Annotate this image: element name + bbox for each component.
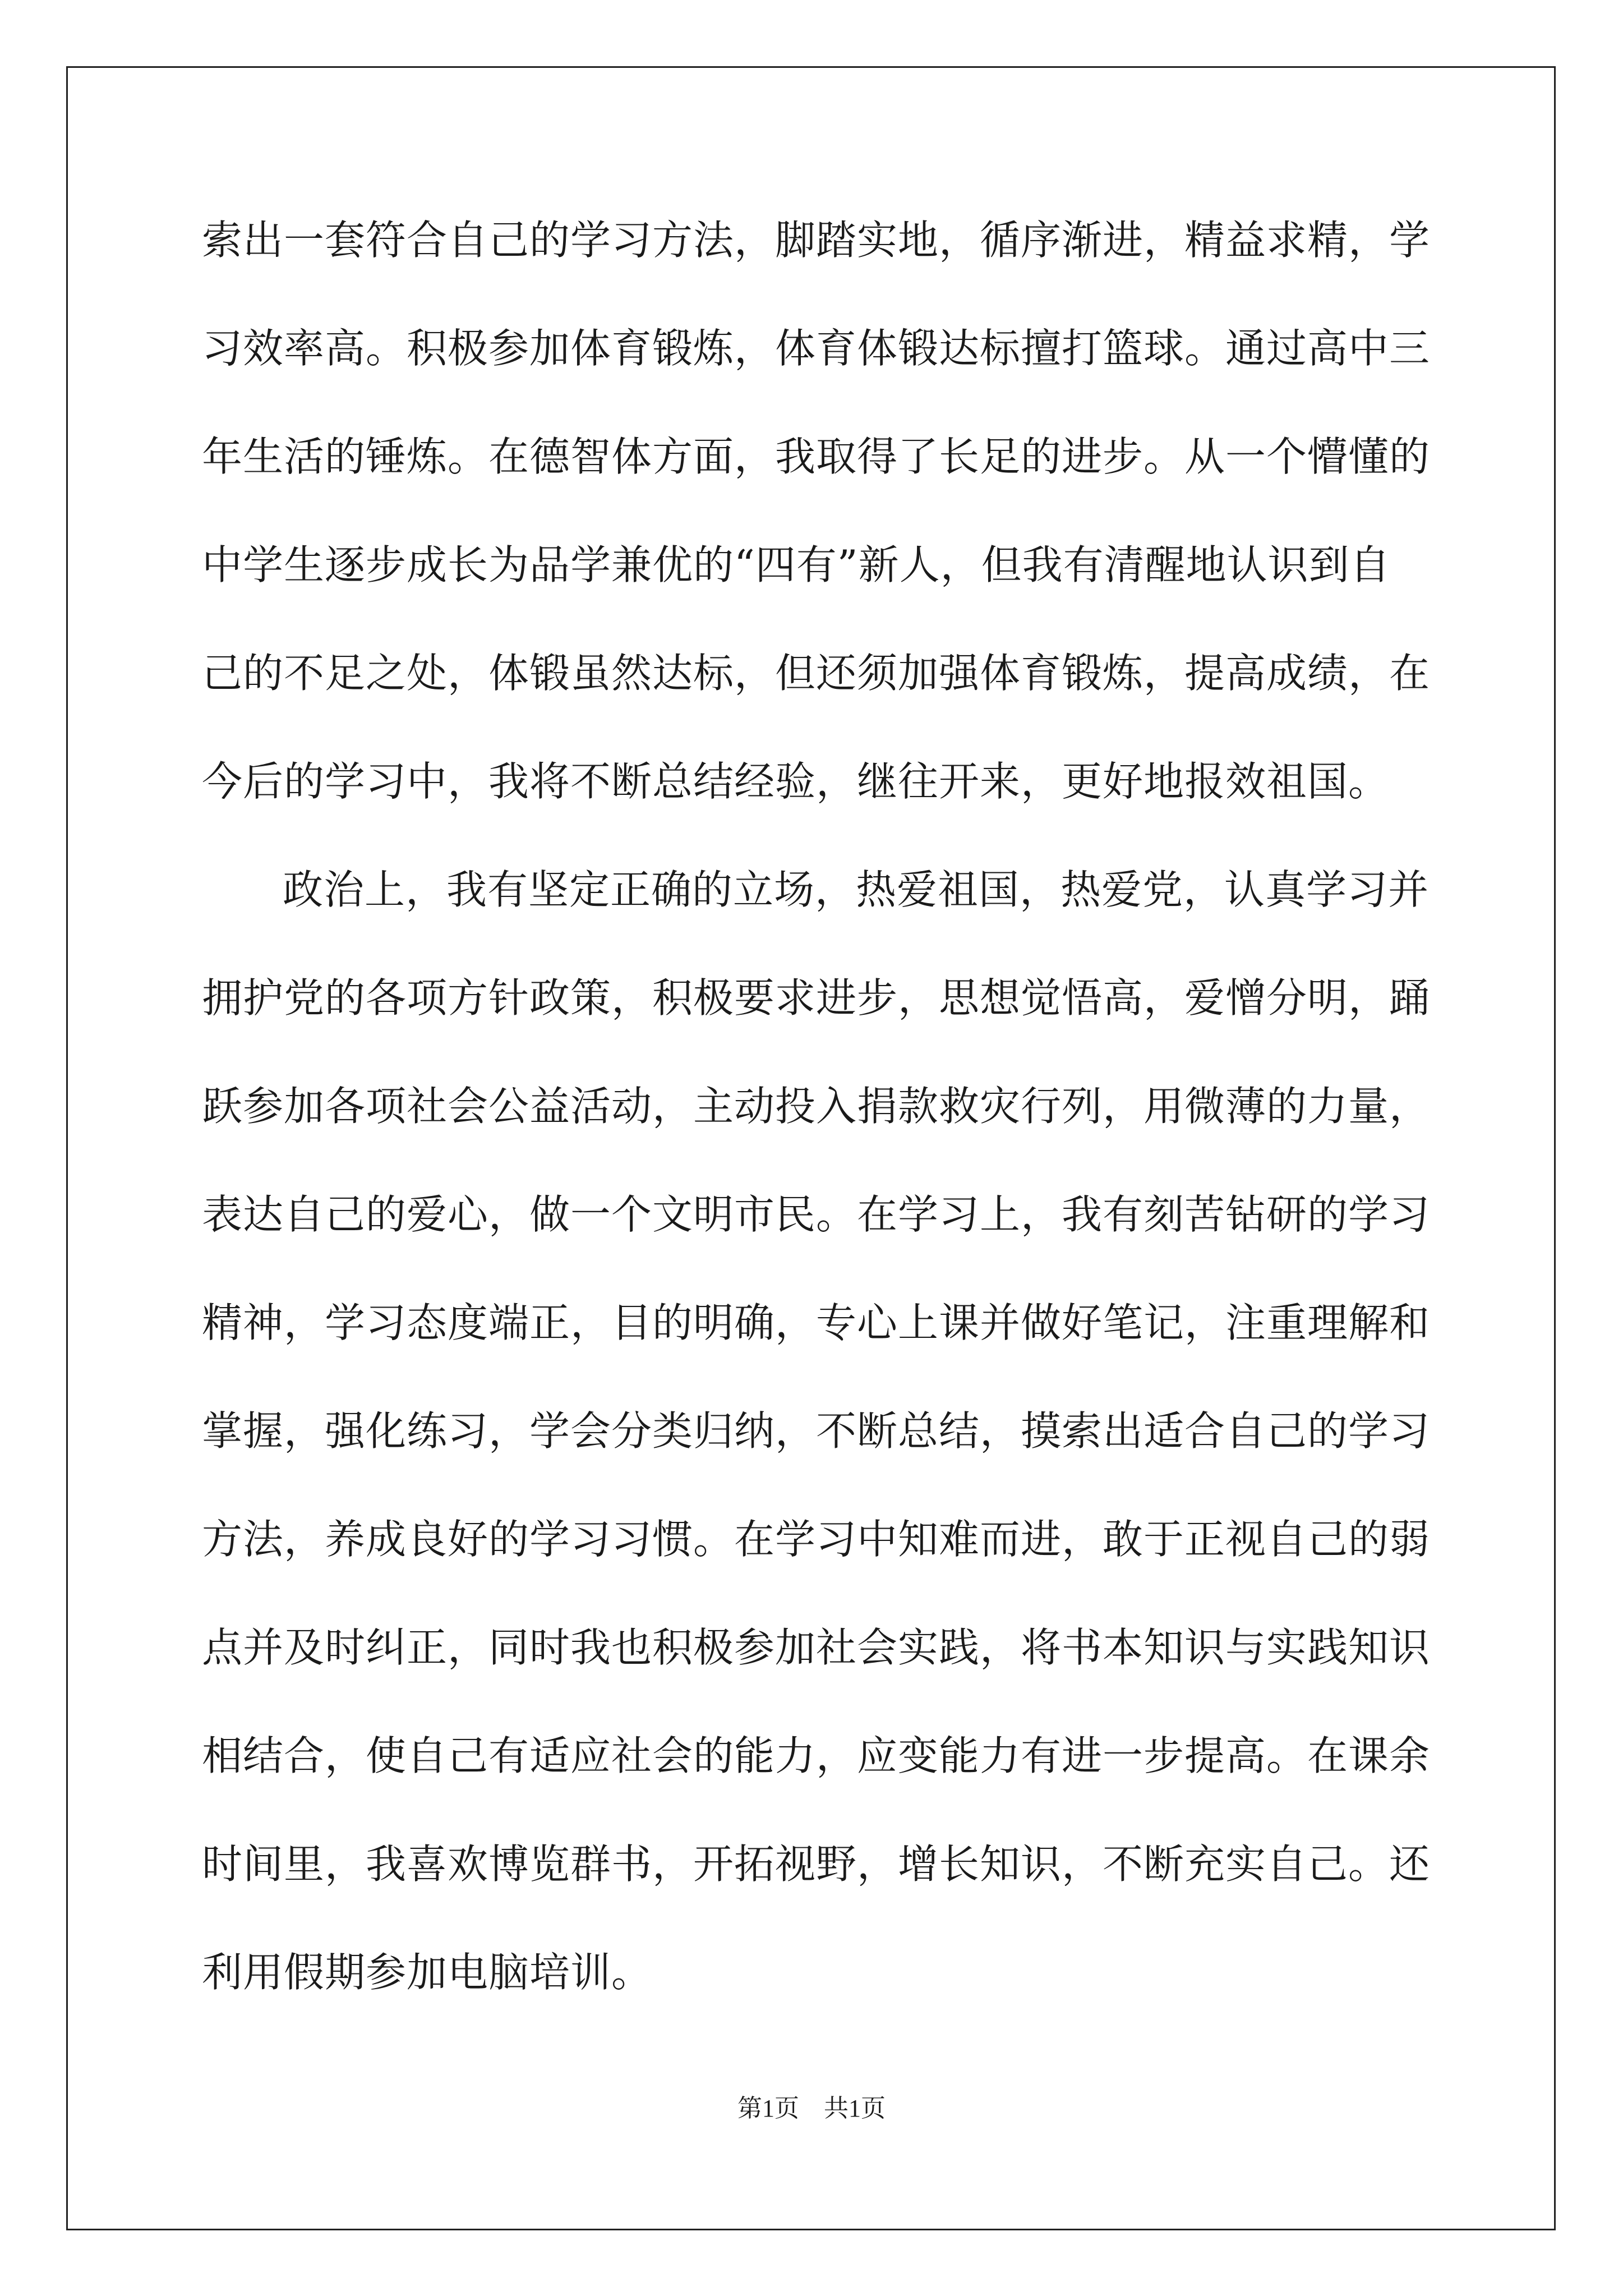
text-line: 方法，养成良好的学习习惯。在学习中知难而进，敢于正视自己的弱 [202,1516,1431,1563]
text-line: 利用假期参加电脑培训。 [202,1949,653,1996]
text-line: 表达自己的爱心，做一个文明市民。在学习上，我有刻苦钻研的学习 [202,1191,1431,1238]
text-line: 精神，学习态度端正，目的明确，专心上课并做好笔记，注重理解和 [202,1299,1431,1346]
text-line: 相结合，使自己有适应社会的能力，应变能力有进一步提高。在课余 [202,1732,1431,1779]
page-number-footer: 第1页 共1页 [737,2095,886,2122]
text-line: 拥护党的各项方针政策，积极要求进步，思想觉悟高，爱憎分明，踊 [202,974,1431,1022]
text-line: 年生活的锤炼。在德智体方面，我取得了长足的进步。从一个懵懂的 [202,433,1431,480]
text-line: 跃参加各项社会公益活动，主动投入捐款救灾行列，用微薄的力量， [202,1083,1431,1130]
text-line: 索出一套符合自己的学习方法，脚踏实地，循序渐进，精益求精，学 [202,217,1431,264]
text-line: 习效率高。积极参加体育锻炼，体育体锻达标擅打篮球。通过高中三 [202,325,1431,372]
text-line: 中学生逐步成长为品学兼优的“四有”新人，但我有清醒地认识到自 [202,541,1391,588]
paragraph-first-line: 政治上，我有坚定正确的立场，热爱祖国，热爱党，认真学习并 [283,866,1430,913]
text-line: 今后的学习中，我将不断总结经验，继往开来，更好地报效祖国。 [202,758,1390,805]
text-line: 己的不足之处，体锻虽然达标，但还须加强体育锻炼，提高成绩，在 [202,650,1431,697]
text-line: 掌握，强化练习，学会分类归纳，不断总结，摸索出适合自己的学习 [202,1407,1431,1455]
text-line: 点并及时纠正，同时我也积极参加社会实践，将书本知识与实践知识 [202,1624,1431,1671]
text-line: 时间里，我喜欢博览群书，开拓视野，增长知识，不断充实自己。还 [202,1841,1431,1888]
document-body [202,213,1431,2054]
